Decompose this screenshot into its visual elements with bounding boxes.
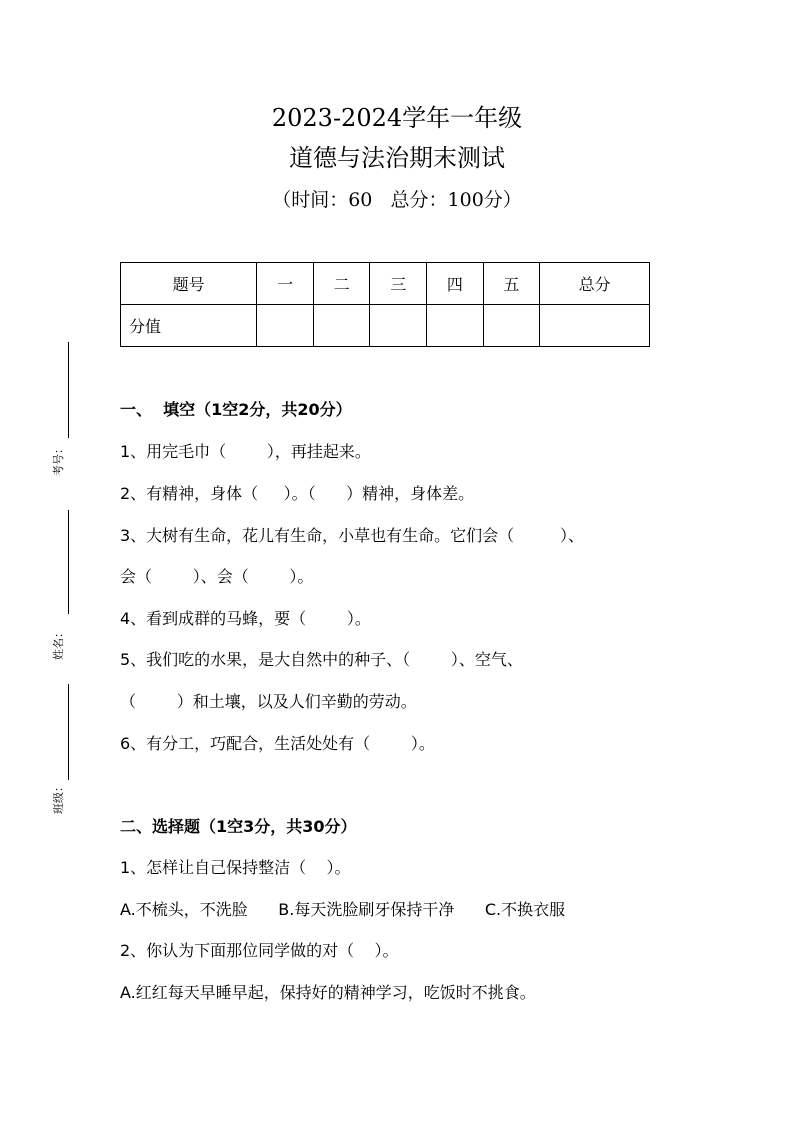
binding-line-1 (68, 342, 69, 438)
section1-heading: 一、 填空（1空2分，共20分） (120, 400, 352, 419)
exam-number-label: 考号： (52, 443, 65, 476)
name-label: 姓名： (52, 627, 65, 660)
question-line: 4、看到成群的马蜂，要（ ）。 (120, 609, 371, 628)
score-table-header-cell: 四 (427, 263, 484, 305)
score-table-value-row (121, 305, 650, 347)
question-line: （ ）和土壤，以及人们辛勤的劳动。 (120, 692, 417, 711)
binding-line-2 (68, 510, 69, 614)
question-line: 1、用完毛巾（ ），再挂起来。 (120, 442, 371, 461)
score-cell[interactable] (313, 305, 370, 347)
score-table-header-cell: 题号 (121, 263, 257, 305)
question-line: 3、大树有生命，花儿有生命，小草也有生命。它们会（ ）、 (120, 526, 584, 545)
score-cell[interactable] (257, 305, 314, 347)
page-title-line2: 道德与法治期末测试 (289, 144, 505, 172)
option-line: A.不梳头，不洗脸 B.每天洗脸刷牙保持干净 C.不换衣服 (120, 900, 566, 919)
score-table-header-cell: 三 (370, 263, 427, 305)
question-line: 2、有精神，身体（ ）。（ ）精神，身体差。 (120, 484, 475, 503)
page-title-line1: 2023-2024学年一年级 (271, 104, 523, 132)
score-table-header-cell: 二 (313, 263, 370, 305)
class-label: 班级： (52, 781, 65, 814)
score-cell[interactable] (427, 305, 484, 347)
question-line: 1、怎样让自己保持整洁（ ）。 (120, 858, 351, 877)
score-table-header-cell: 五 (483, 263, 540, 305)
section2-heading: 二、选择题（1空3分，共30分） (120, 817, 357, 836)
question-line: 2、你认为下面那位同学做的对（ ）。 (120, 941, 399, 960)
score-table-header-cell: 总分 (540, 263, 650, 305)
question-line: 5、我们吃的水果，是大自然中的种子、（ ）、空气、 (120, 650, 523, 669)
question-line: 6、有分工，巧配合，生活处处有（ ）。 (120, 734, 435, 753)
score-cell[interactable] (483, 305, 540, 347)
score-cell[interactable] (370, 305, 427, 347)
score-cell[interactable] (540, 305, 650, 347)
exam-info: （时间：60 总分：100分） (272, 189, 522, 211)
question-line: 会（ ）、会（ ）。 (120, 567, 314, 586)
binding-line-3 (68, 684, 69, 780)
score-table-row-label: 分值 (121, 305, 257, 347)
option-line: A.红红每天早睡早起，保持好的精神学习，吃饭时不挑食。 (120, 983, 536, 1002)
score-table-header-cell: 一 (257, 263, 314, 305)
score-table-header-row (121, 263, 650, 305)
score-table (120, 262, 650, 347)
